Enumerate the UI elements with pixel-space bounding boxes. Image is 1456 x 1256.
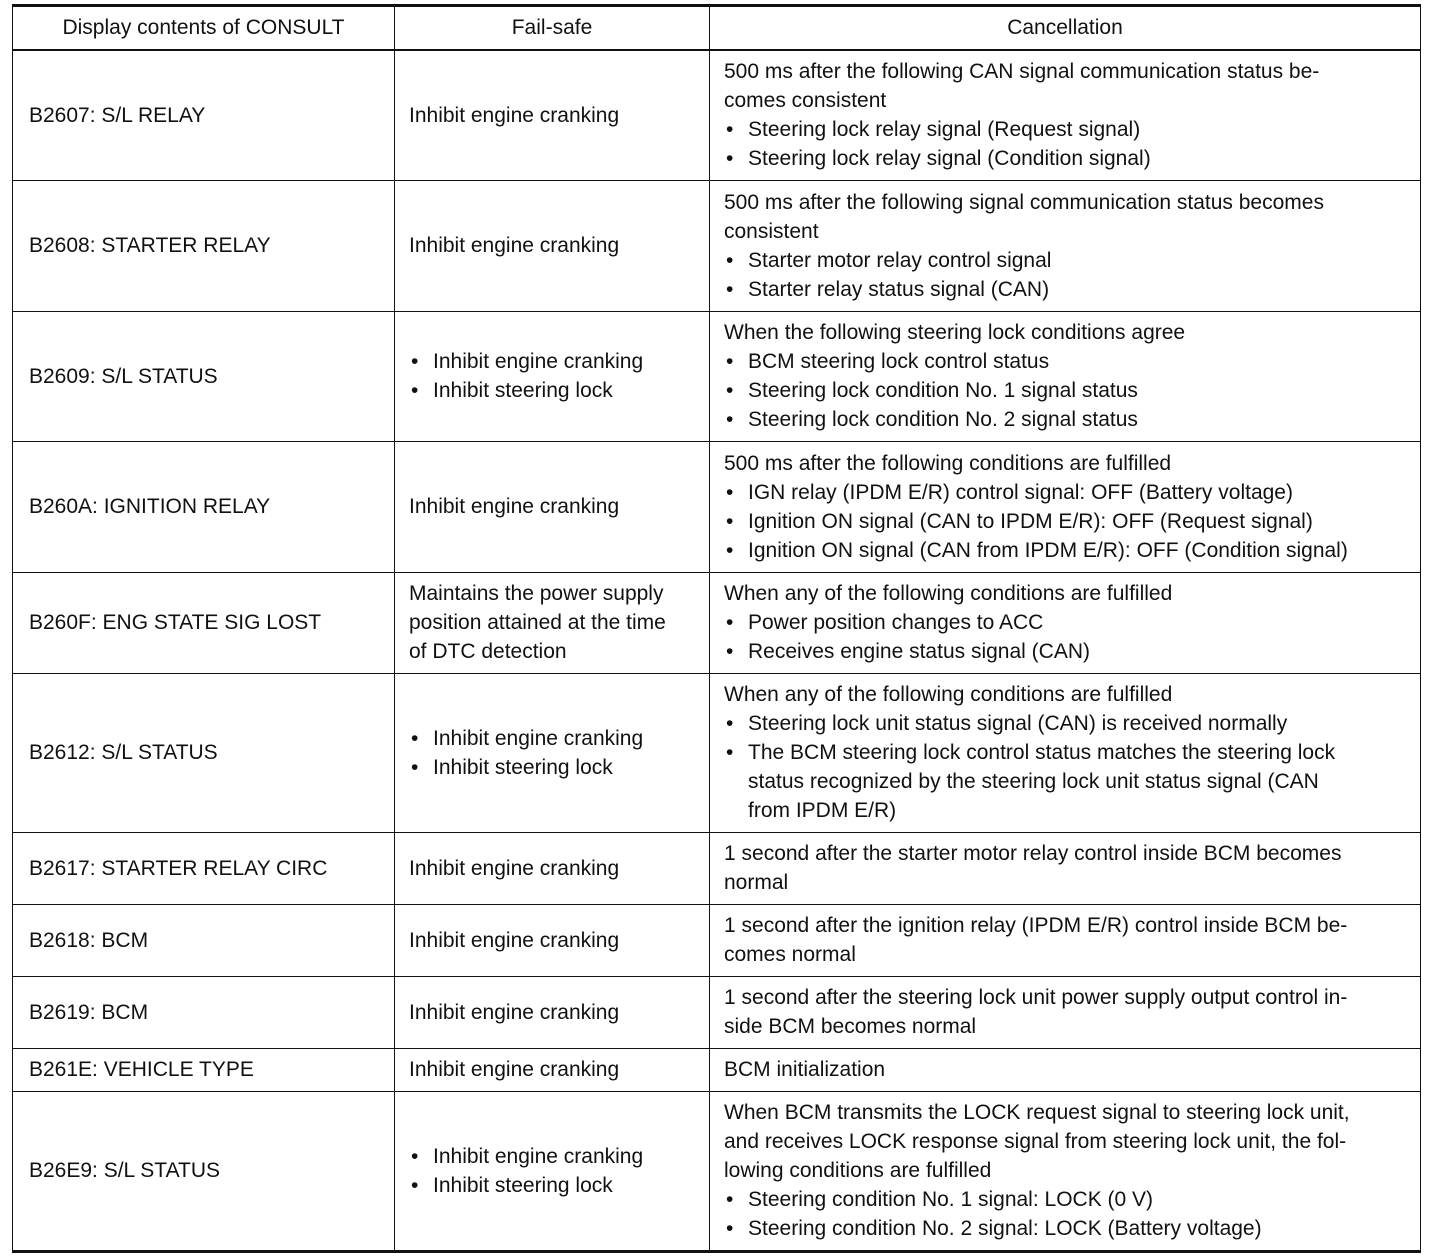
fail-safe-cell: Inhibit engine cranking [395,1048,710,1091]
cancellation-list [724,478,1408,565]
cancellation-text: lowing conditions are fulfilled [724,1159,992,1182]
dtc-code-cell: B2609: S/L STATUS [13,311,395,441]
dtc-code-cell: B2612: S/L STATUS [13,673,395,832]
cancellation-text: 500 ms after the following signal communication status becomes [724,190,1324,214]
dtc-code-cell: B2618: BCM [13,904,395,976]
header-fail-safe: Fail-safe [395,6,710,51]
dtc-code-cell: B261E: VEHICLE TYPE [13,1048,395,1091]
list-item: • Steering lock condition No. 1 signal status [724,376,1408,405]
cancellation-text: comes consistent [724,89,887,113]
fail-safe-text: position attained at the time [409,611,666,634]
fail-safe-cell: Inhibit engine cranking [395,180,710,311]
fail-safe-list [409,1142,697,1200]
header-cancellation: Cancellation [710,6,1421,51]
cancellation-list [724,709,1408,825]
list-item: • Inhibit engine cranking [409,1142,697,1171]
dtc-code-cell: B2607: S/L RELAY [13,50,395,180]
list-item: • Inhibit engine cranking [409,724,697,753]
cancellation-list [724,347,1408,434]
fail-safe-cell [395,673,710,832]
cancellation-text: normal [724,871,789,894]
table-row [13,904,1421,976]
cancellation-cell [710,50,1421,180]
table-row [13,50,1421,180]
table-row [13,441,1421,572]
list-item: • Steering lock relay signal (Condition signal) [724,144,1408,173]
cancellation-list [724,1185,1408,1243]
table-row [13,1048,1421,1091]
list-item: • Power position changes to ACC [724,608,1408,637]
cancellation-cell [710,311,1421,441]
fail-safe-cell [395,572,710,673]
table-row [13,832,1421,904]
cancellation-text: When any of the following conditions are fulfilled [724,683,1173,706]
fail-safe-cell [395,1091,710,1251]
dtc-code-cell: B260F: ENG STATE SIG LOST [13,572,395,673]
list-item: • Steering lock relay signal (Request signal) [724,115,1408,144]
list-item: • Inhibit steering lock [409,753,697,782]
cancellation-cell [710,673,1421,832]
fail-safe-cell: Inhibit engine cranking [395,832,710,904]
list-item: • Receives engine status signal (CAN) [724,637,1408,666]
dtc-code-cell: B2617: STARTER RELAY CIRC [13,832,395,904]
cancellation-text: 1 second after the steering lock unit power supply output control in- [724,986,1348,1009]
cancellation-text: side BCM becomes normal [724,1015,977,1038]
cancellation-text: When BCM transmits the LOCK request signal to steering lock unit, [724,1101,1350,1124]
header-display-contents: Display contents of CONSULT [13,6,395,51]
dtc-code-cell: B2608: STARTER RELAY [13,180,395,311]
cancellation-cell [710,1091,1421,1251]
list-item-line: from IPDM E/R) [748,799,897,822]
list-item: • BCM steering lock control status [724,347,1408,376]
cancellation-cell [710,441,1421,572]
cancellation-cell [710,832,1421,904]
dtc-code-cell: B26E9: S/L STATUS [13,1091,395,1251]
cancellation-text: 500 ms after the following conditions are fulfilled [724,451,1172,475]
fail-safe-cell [395,311,710,441]
list-item: • Steering lock condition No. 2 signal status [724,405,1408,434]
cancellation-list [724,115,1408,173]
dtc-code-cell: B260A: IGNITION RELAY [13,441,395,572]
list-item: • Steering condition No. 1 signal: LOCK (0 V) [724,1185,1408,1214]
fail-safe-cell: Inhibit engine cranking [395,976,710,1048]
cancellation-cell [710,976,1421,1048]
list-item: • Inhibit steering lock [409,1171,697,1200]
cancellation-text: consistent [724,219,819,243]
table-row [13,311,1421,441]
list-item-line: status recognized by the steering lock unit status signal (CAN [748,770,1319,793]
list-item: • Ignition ON signal (CAN to IPDM E/R): OFF (Request signal) [724,507,1408,536]
table-row [13,180,1421,311]
list-item: • Inhibit engine cranking [409,347,697,376]
table-row [13,976,1421,1048]
cancellation-cell [710,180,1421,311]
list-item: • Starter motor relay control signal [724,246,1408,275]
cancellation-cell [710,572,1421,673]
list-item: • Ignition ON signal (CAN from IPDM E/R): OFF (Condition signal) [724,536,1408,565]
dtc-code-cell: B2619: BCM [13,976,395,1048]
cancellation-text: When any of the following conditions are fulfilled [724,582,1173,605]
list-item [724,738,1408,825]
table-row [13,673,1421,832]
fail-safe-text: Maintains the power supply [409,582,664,605]
cancellation-text: 1 second after the ignition relay (IPDM E/R) control inside BCM be- [724,914,1348,937]
list-item-line: • The BCM steering lock control status matches the steering lock [748,741,1336,764]
fail-safe-list [409,347,697,405]
list-item: • Starter relay status signal (CAN) [724,275,1408,304]
fail-safe-cell: Inhibit engine cranking [395,50,710,180]
table-row [13,1091,1421,1251]
list-item: • Inhibit steering lock [409,376,697,405]
cancellation-text: comes normal [724,943,856,966]
cancellation-list [724,246,1408,304]
cancellation-text: When the following steering lock conditions agree [724,321,1186,344]
fail-safe-cell: Inhibit engine cranking [395,904,710,976]
table-row [13,572,1421,673]
cancellation-list [724,608,1408,666]
cancellation-text: BCM initialization [724,1058,886,1081]
fail-safe-table [12,4,1421,1253]
header-row [13,6,1421,51]
cancellation-text: 500 ms after the following CAN signal communication status be- [724,60,1320,84]
cancellation-text: and receives LOCK response signal from steering lock unit, the fol- [724,1130,1347,1153]
cancellation-cell [710,904,1421,976]
fail-safe-list [409,724,697,782]
cancellation-cell [710,1048,1421,1091]
fail-safe-text: of DTC detection [409,640,567,663]
list-item: • Steering condition No. 2 signal: LOCK (Battery voltage) [724,1214,1408,1243]
cancellation-text: 1 second after the starter motor relay control inside BCM becomes [724,842,1342,865]
list-item: • IGN relay (IPDM E/R) control signal: OFF (Battery voltage) [724,478,1408,507]
fail-safe-cell: Inhibit engine cranking [395,441,710,572]
list-item: • Steering lock unit status signal (CAN) is received normally [724,709,1408,738]
